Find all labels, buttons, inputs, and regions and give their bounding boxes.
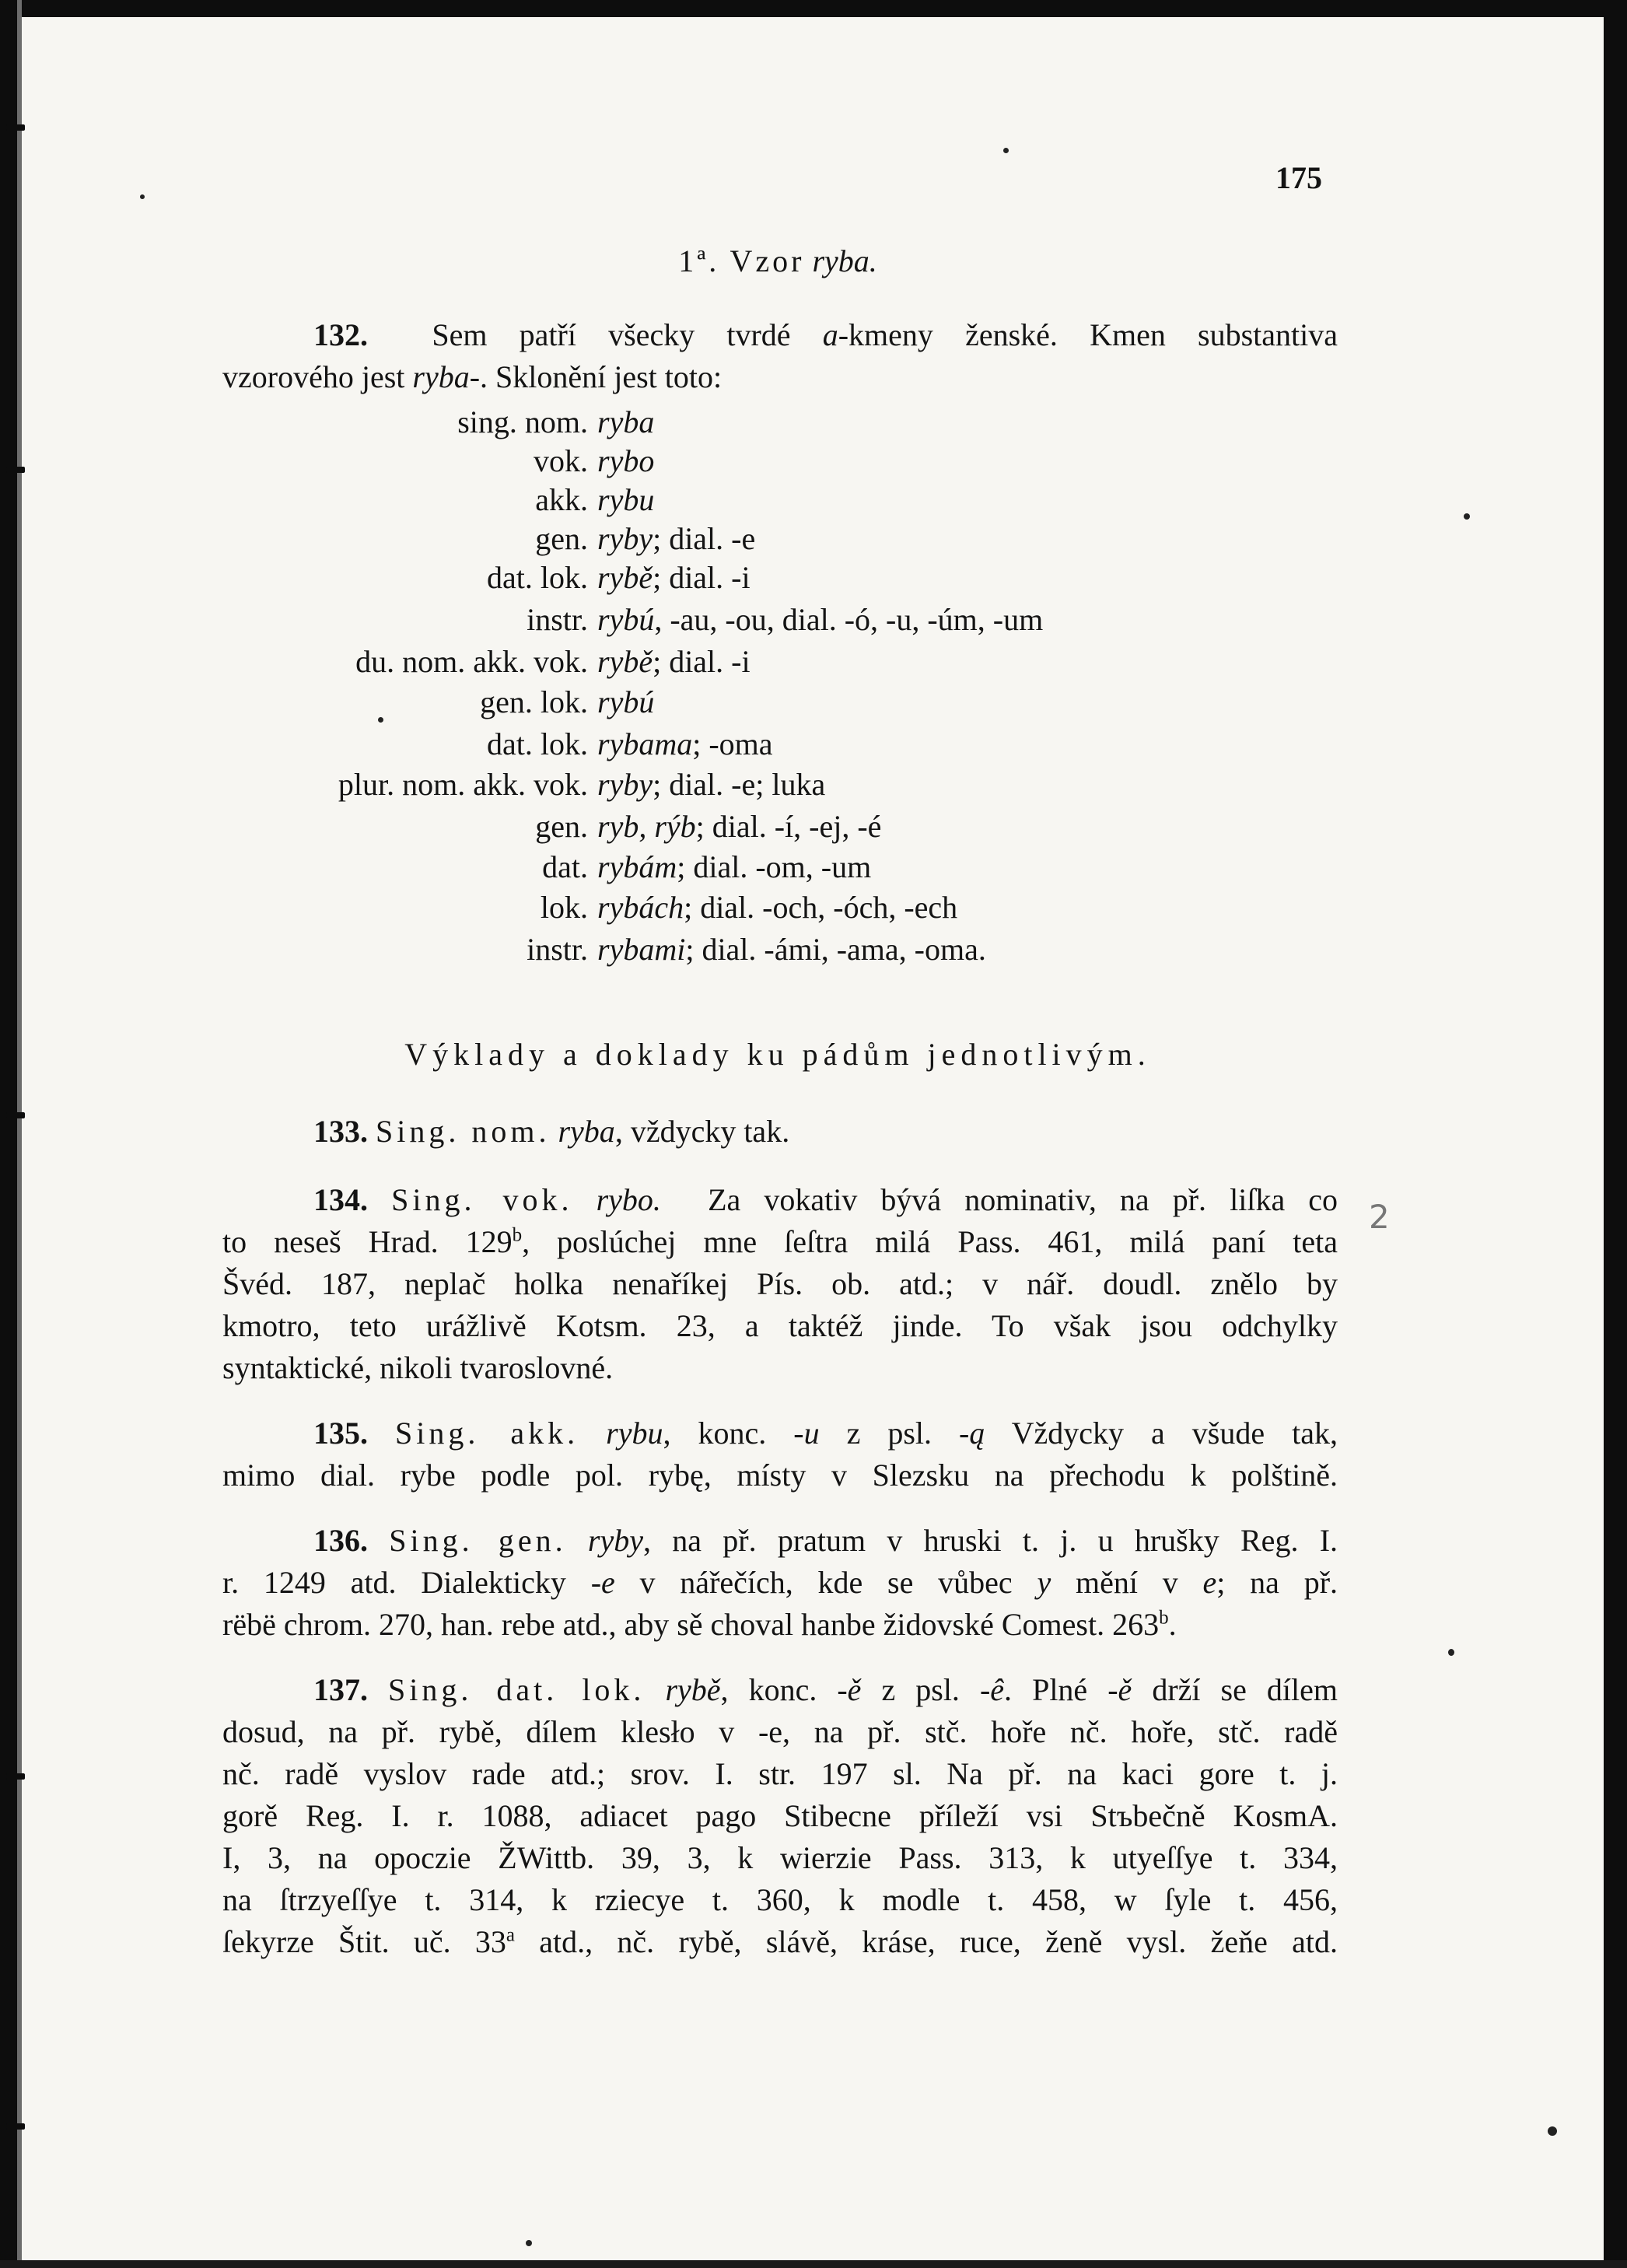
text: , vždycky tak. — [614, 1114, 790, 1149]
section-heading — [218, 243, 1338, 279]
superscript: a — [506, 1924, 515, 1946]
text: to neseš Hrad. 129 — [222, 1224, 513, 1259]
binding-notch — [6, 1773, 25, 1780]
text: drží se dílem — [1132, 1672, 1338, 1707]
p134-line-5: syntaktické, nikoli tvaroslovné. — [222, 1350, 614, 1385]
p135-line-2: mimo dial. rybe podle pol. rybę, místy v Slezsku na přechodu k polštině. — [222, 1458, 1338, 1493]
case-name: Sing. akk. — [395, 1416, 579, 1451]
p134-line-3: Švéd. 187, neplač holka nenaříkej Pís. ob. atd.; v nář. doudl. znělo by — [222, 1266, 1338, 1301]
ending: ; dial. -ámi, -ama, -oma. — [685, 932, 986, 967]
text: rëbë chrom. 270, han. rebe atd., aby sě choval hanbe židovské Comest. 263 — [222, 1607, 1160, 1642]
scan-border-left — [0, 0, 17, 2268]
case-label: gen. — [535, 521, 588, 556]
text: Sem patří všecky tvrdé — [432, 317, 823, 352]
case-label: vok. — [534, 443, 588, 478]
ending: ; dial. -í, -ej, -é — [695, 809, 882, 844]
form: rybú — [597, 684, 655, 719]
text: . Sklonění jest toto: — [480, 359, 723, 394]
text: -ê — [979, 1672, 1005, 1707]
p137-line-6: na ſtrzyeſſye t. 314, k rziecye t. 360, k modle t. 458, w ſyle t. 456, — [222, 1882, 1338, 1917]
p137-line-1 — [222, 1669, 1338, 1711]
text: . Plné — [1004, 1672, 1108, 1707]
text: -kmeny ženské. Kmen substantiva — [838, 317, 1338, 352]
speck — [140, 194, 145, 199]
text: y — [1037, 1565, 1051, 1600]
ending: ; -oma — [692, 726, 773, 761]
case-label: sing. nom. — [457, 404, 588, 439]
p136-line-2 — [222, 1562, 1338, 1604]
case-label: plur. nom. akk. vok. — [338, 767, 588, 802]
text: ſekyrze Štit. uč. 33 — [222, 1924, 506, 1959]
case-label: gen. — [535, 809, 588, 844]
form: rybama — [597, 726, 693, 761]
form: rybě — [597, 644, 653, 679]
text: v nářečích, kde se vůbec — [614, 1565, 1037, 1600]
text: r. 1249 atd. Dialekticky — [222, 1565, 591, 1600]
case-label: lok. — [540, 890, 588, 925]
p137-line-2: dosud, na př. rybě, dílem klesło v -e, na př. stč. hoře nč. hoře, stč. radě — [222, 1714, 1338, 1749]
speck — [1003, 148, 1009, 153]
form: rybách — [597, 890, 684, 925]
form: rybě — [665, 1672, 721, 1707]
p135-line-1 — [222, 1412, 1338, 1454]
text: z psl. — [819, 1416, 960, 1451]
form: rybě — [597, 560, 653, 595]
text: -u — [793, 1416, 820, 1451]
page-number: 175 — [1275, 160, 1322, 195]
text: , na př. pratum v hruski t. j. u hrušky Reg. I. — [642, 1523, 1338, 1558]
superscript: b — [1159, 1607, 1169, 1629]
case-label: dat. lok. — [487, 726, 588, 761]
section-heading-label: 1ª. Vzor — [678, 243, 805, 278]
case-label: du. nom. akk. vok. — [355, 644, 588, 679]
p137-line-3: nč. radě vyslov rade atd.; srov. I. str. 197 sl. Na př. na kaci gore t. j. — [222, 1756, 1338, 1791]
text: -ě — [1107, 1672, 1132, 1707]
case-label: dat. lok. — [487, 560, 588, 595]
text: e — [1202, 1565, 1217, 1600]
binding-notch — [6, 467, 25, 473]
p134-line-1 — [222, 1179, 1338, 1221]
text: -e — [590, 1565, 615, 1600]
section-heading-word: ryba. — [812, 243, 877, 278]
form: rybu — [597, 482, 655, 517]
text: -ě — [837, 1672, 862, 1707]
text: vzorového jest — [222, 359, 413, 394]
p132-line-2 — [222, 356, 1338, 398]
p137-line-4: gorě Reg. I. r. 1088, adiacet pago Stibecne příleží vsi Stъbečně KosmA. — [222, 1798, 1338, 1833]
speck — [1464, 513, 1470, 520]
scan-border-left-inner — [17, 0, 22, 2268]
form: rybo — [597, 443, 655, 478]
ending: ; dial. -i — [653, 560, 751, 595]
scan-border-top — [0, 0, 1627, 17]
p132-line-1 — [222, 314, 1338, 356]
binding-notch — [6, 2123, 25, 2130]
ending: ; dial. -i — [653, 644, 751, 679]
ending: ; dial. -och, -óch, -ech — [684, 890, 958, 925]
speck — [378, 717, 383, 723]
text: atd., nč. rybě, slávě, kráse, ruce, ženě vysl. žeňe atd. — [515, 1924, 1338, 1959]
p137-line-5: I, 3, na opoczie ŽWittb. 39, 3, k wierzie Pass. 313, k utyeſſye t. 334, — [222, 1840, 1338, 1875]
text: ; na př. — [1216, 1565, 1338, 1600]
margin-pencil-note: 2 — [1369, 1198, 1390, 1236]
text: a — [822, 317, 838, 352]
p136-line-3 — [222, 1604, 1338, 1646]
ending: ; dial. -om, -um — [677, 849, 872, 884]
speck — [526, 2240, 532, 2246]
form: rybám — [597, 849, 677, 884]
speck — [1448, 1649, 1454, 1656]
p137-line-7 — [222, 1921, 1338, 1963]
text: . — [1168, 1607, 1177, 1642]
p134-line-2 — [222, 1221, 1338, 1263]
form: rybami — [597, 932, 686, 967]
p133-line-1 — [222, 1111, 1338, 1153]
p134-line-4: kmotro, teto urážlivě Kotsm. 23, a taktéž jinde. To však jsou odchylky — [222, 1308, 1338, 1343]
binding-notch — [6, 124, 25, 131]
case-name: Sing. gen. — [389, 1523, 567, 1558]
text: ryba- — [412, 359, 481, 394]
form: ryba — [597, 404, 655, 439]
case-name: Sing. vok. — [391, 1182, 573, 1217]
binding-notch — [6, 1112, 25, 1118]
form: rybú — [597, 602, 655, 637]
text: Vždycky a všude tak, — [985, 1416, 1338, 1451]
ending: ; dial. -e — [653, 521, 756, 556]
case-name: Sing. nom. — [376, 1114, 551, 1149]
ending: , -au, -ou, dial. -ó, -u, -úm, -um — [654, 602, 1044, 637]
form: ryba — [558, 1114, 615, 1149]
case-name: Sing. dat. lok. — [388, 1672, 646, 1707]
p136-line-1 — [222, 1520, 1338, 1562]
scan-border-right — [1604, 0, 1627, 2268]
paragraph-number: 133. — [313, 1114, 368, 1149]
paragraph-number: 135. — [313, 1416, 368, 1451]
case-label: dat. — [542, 849, 588, 884]
case-label: gen. lok. — [480, 684, 588, 719]
form: ryby — [597, 767, 653, 802]
text: mění v — [1051, 1565, 1203, 1600]
form: ryby — [587, 1523, 643, 1558]
paragraph-number: 137. — [313, 1672, 368, 1707]
case-label: akk. — [535, 482, 588, 517]
text: -ą — [959, 1416, 985, 1451]
paragraph-number: 134. — [313, 1182, 368, 1217]
superscript: b — [512, 1224, 523, 1246]
paragraph-number: 132. — [313, 317, 368, 352]
text: z psl. — [861, 1672, 980, 1707]
text: , poslúchej mne ſeſtra milá Pass. 461, milá paní teta — [522, 1224, 1338, 1259]
text: Za vokativ bývá nominativ, na př. liſka co — [708, 1182, 1338, 1217]
form: rybu — [606, 1416, 663, 1451]
form: ryby — [597, 521, 653, 556]
ending: ; dial. -e; luka — [653, 767, 826, 802]
case-label: instr. — [527, 602, 588, 637]
explanations-heading: Výklady a doklady ku pádům jednotlivým. — [404, 1037, 1151, 1072]
form: ryb, rýb — [597, 809, 696, 844]
paragraph-number: 136. — [313, 1523, 368, 1558]
case-label: instr. — [527, 932, 588, 967]
form: rybo. — [596, 1182, 661, 1217]
scan-border-bottom — [0, 2260, 1627, 2268]
text: , konc. — [663, 1416, 794, 1451]
text: , konc. — [720, 1672, 838, 1707]
speck — [1548, 2126, 1557, 2136]
